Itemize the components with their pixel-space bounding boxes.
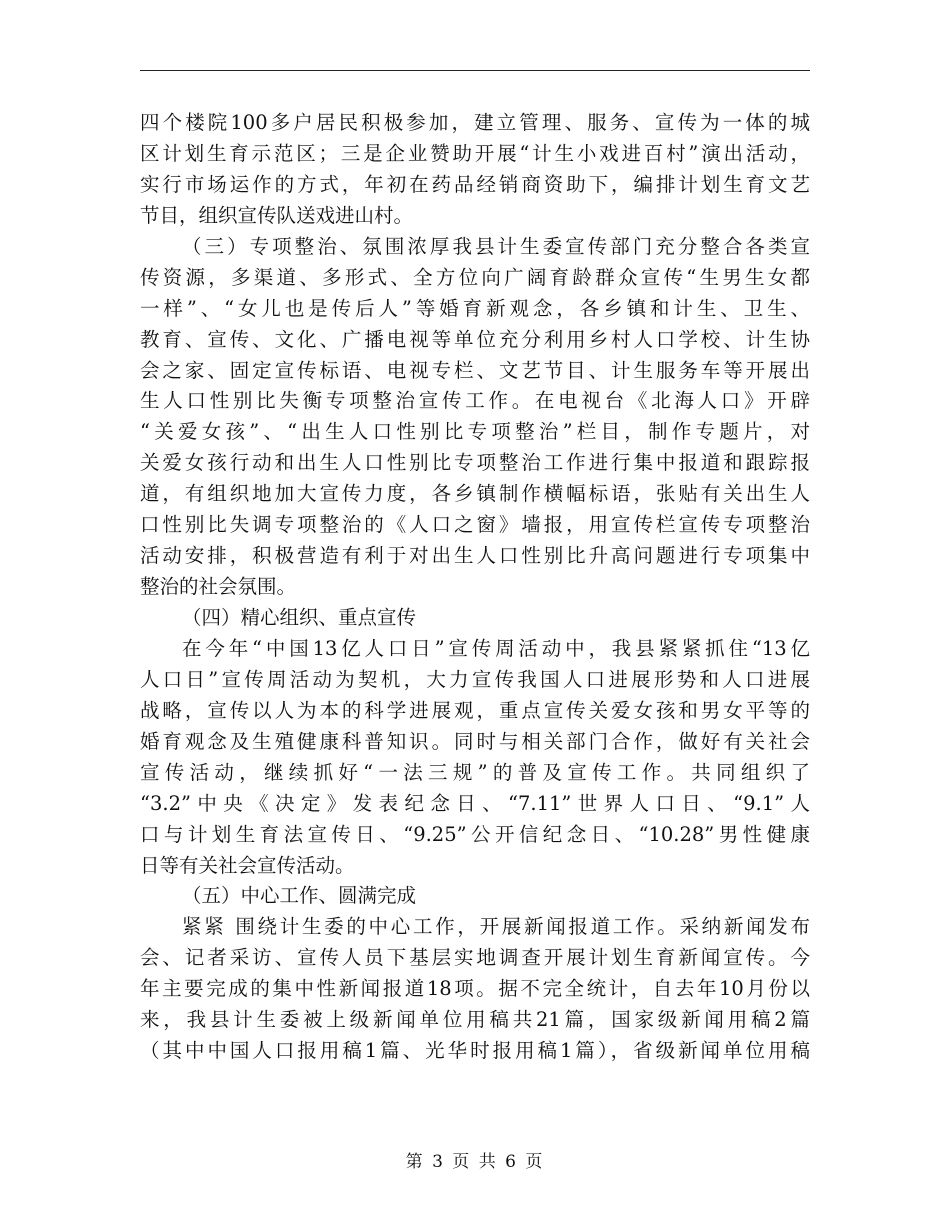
- document-body: [140, 108, 810, 1067]
- text-line: 口与计划生育法宣传日、“9.25”公开信纪念日、“10.28”男性健康: [140, 822, 810, 846]
- text-line: 关爱女孩行动和出生人口性别比专项整治工作进行集中报道和跟踪报: [140, 451, 810, 475]
- text-line: 婚育观念及生殖健康科普知识。同时与相关部门合作，做好有关社会: [140, 729, 810, 753]
- header-rule: [140, 70, 810, 71]
- text-line: 会之家、固定宣传标语、电视专栏、文艺节目、计生服务车等开展出: [140, 358, 810, 382]
- text-line: 日等有关社会宣传活动。: [140, 853, 355, 877]
- text-line: 会、记者采访、宣传人员下基层实地调查开展计划生育新闻宣传。今: [140, 946, 810, 970]
- text-line: 战略，宣传以人为本的科学进展观，重点宣传关爱女孩和男女平等的: [140, 698, 810, 722]
- text-line: （三）专项整治、氛围浓厚我县计生委宣传部门充分整合各类宣: [182, 234, 810, 258]
- text-line: 教育、宣传、文化、广播电视等单位充分利用乡村人口学校、计生协: [140, 327, 810, 351]
- text-line: （其中中国人口报用稿1篇、光华时报用稿1篇），省级新闻单位用稿: [140, 1039, 810, 1063]
- page-number: 第 3 页 共 6 页: [405, 1152, 545, 1172]
- text-line: 传资源，多渠道、多形式、全方位向广阔育龄群众宣传“生男生女都: [140, 265, 810, 289]
- text-line: 实行市场运作的方式，年初在药品经销商资助下，编排计划生育文艺: [140, 172, 810, 196]
- section-heading: （五）中心工作、圆满完成: [182, 884, 417, 908]
- text-line: 一样”、“女儿也是传后人”等婚育新观念，各乡镇和计生、卫生、: [140, 296, 810, 320]
- text-line: 道，有组织地加大宣传力度，各乡镇制作横幅标语，张贴有关出生人: [140, 482, 810, 506]
- text-line: “3.2”中央《决定》发表纪念日、“7.11”世界人口日、“9.1”人: [140, 791, 810, 815]
- text-line: 宣传活动，继续抓好“一法三规”的普及宣传工作。共同组织了: [140, 760, 810, 784]
- text-line: 来，我县计生委被上级新闻单位用稿共21篇，国家级新闻用稿2篇: [140, 1008, 810, 1032]
- text-line: 在今年“中国13亿人口日”宣传周活动中，我县紧紧抓住“13亿: [182, 636, 810, 660]
- text-line: 区计划生育示范区；三是企业赞助开展“计生小戏进百村”演出活动，: [140, 141, 810, 165]
- text-line: 紧紧 围绕计生委的中心工作，开展新闻报道工作。采纳新闻发布: [182, 915, 810, 939]
- text-line: 活动安排，积极营造有利于对出生人口性别比升高问题进行专项集中: [140, 544, 810, 568]
- text-line: 生人口性别比失衡专项整治宣传工作。在电视台《北海人口》开辟: [140, 389, 810, 413]
- text-line: 口性别比失调专项整治的《人口之窗》墙报，用宣传栏宣传专项整治: [140, 513, 810, 537]
- section-heading: （四）精心组织、重点宣传: [182, 606, 417, 629]
- text-line: “关爱女孩”、“出生人口性别比专项整治”栏目，制作专题片，对: [140, 420, 810, 444]
- text-line: 人口日”宣传周活动为契机，大力宣传我国人口进展形势和人口进展: [140, 667, 810, 691]
- text-line: 年主要完成的集中性新闻报道18项。据不完全统计，自去年10月份以: [140, 977, 810, 1001]
- text-line: 节目，组织宣传队送戏进山村。: [140, 203, 414, 227]
- text-line: 整治的社会氛围。: [140, 575, 297, 599]
- text-line: 四个楼院100多户居民积极参加，建立管理、服务、宣传为一体的城: [140, 111, 810, 134]
